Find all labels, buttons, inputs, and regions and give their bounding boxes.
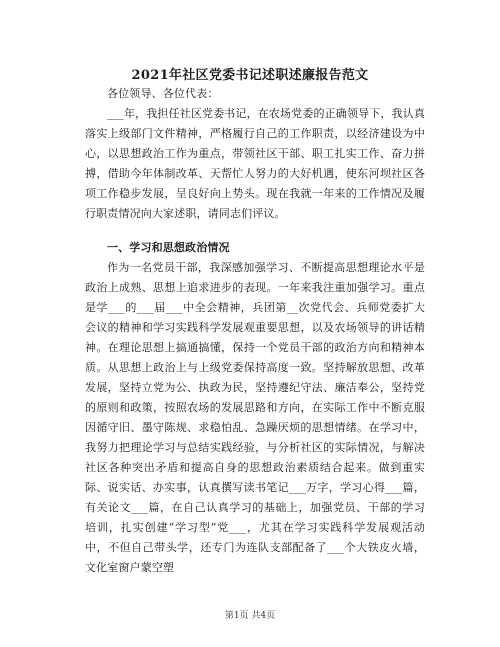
page-footer: 第1页 共4页	[224, 611, 276, 621]
greeting-line: 各位领导、各位代表：	[107, 87, 219, 100]
study-paragraph: 作为一名党员干部，我深感加强学习、不断提高思想理论水平是政治上成熟、思想上追求进步的表现。一年来我注重加强学习。重点是学___的___届___中全会精神，兵团第__次党代会、兵师党委扩大会议的精神和学习实践科学发展观重要思想，以及农场领导的讲话精神。在理论思想上搞通搞懂，保持一个党员干部的政治方向和精神本质。从思想上政治上与上级党委保持高度一致。坚持解放思想、改革发展，坚持立党为公、执政为民，坚持遵纪守法、廉洁奉公，坚持党的原则和政策，按照农场的发展思路和方向，在实际工作中不断克服因循守旧、墨守陈规、求稳怕乱、急躁厌烦的思想情绪。在学习中，我努力把理论学习与总结实践经验，与分析社区的实际情况，与解决社区各种突出矛盾和提高自身的思想政治素质结合起来。做到重实际、说实话、办实事，认真撰写读书笔记___万字，学习心得___篇，有关论文___篇，在自己认真学习的基础上，加强党员、干部的学习培训，扎实创建“学习型”党___，尤其在学习实践科学发展观活动中，不但自己带头学，还专门为连队支部配备了___个大铁皮火墙，文化室窗户蒙空塑	[85, 261, 425, 574]
page-title: 2021年社区党委书记述职述廉报告范文	[131, 68, 369, 83]
intro-paragraph: ___年，我担任社区党委书记，在农场党委的正确领导下，我认真落实上级部门文件精神，严格履行自己的工作职责，以经济建设为中心，以思想政治工作为重点，带领社区干部、职工扎实工作、奋力拼搏，借助今年体制改革、天帮忙人努力的大好机遇，使东河坝社区各项工作稳步发展，呈良好向上势头。现在我就一年来的工作情况及履行职责情况向大家述职，请同志们评议。	[85, 107, 425, 220]
section-heading: 一、学习和思想政治情况	[107, 241, 230, 254]
